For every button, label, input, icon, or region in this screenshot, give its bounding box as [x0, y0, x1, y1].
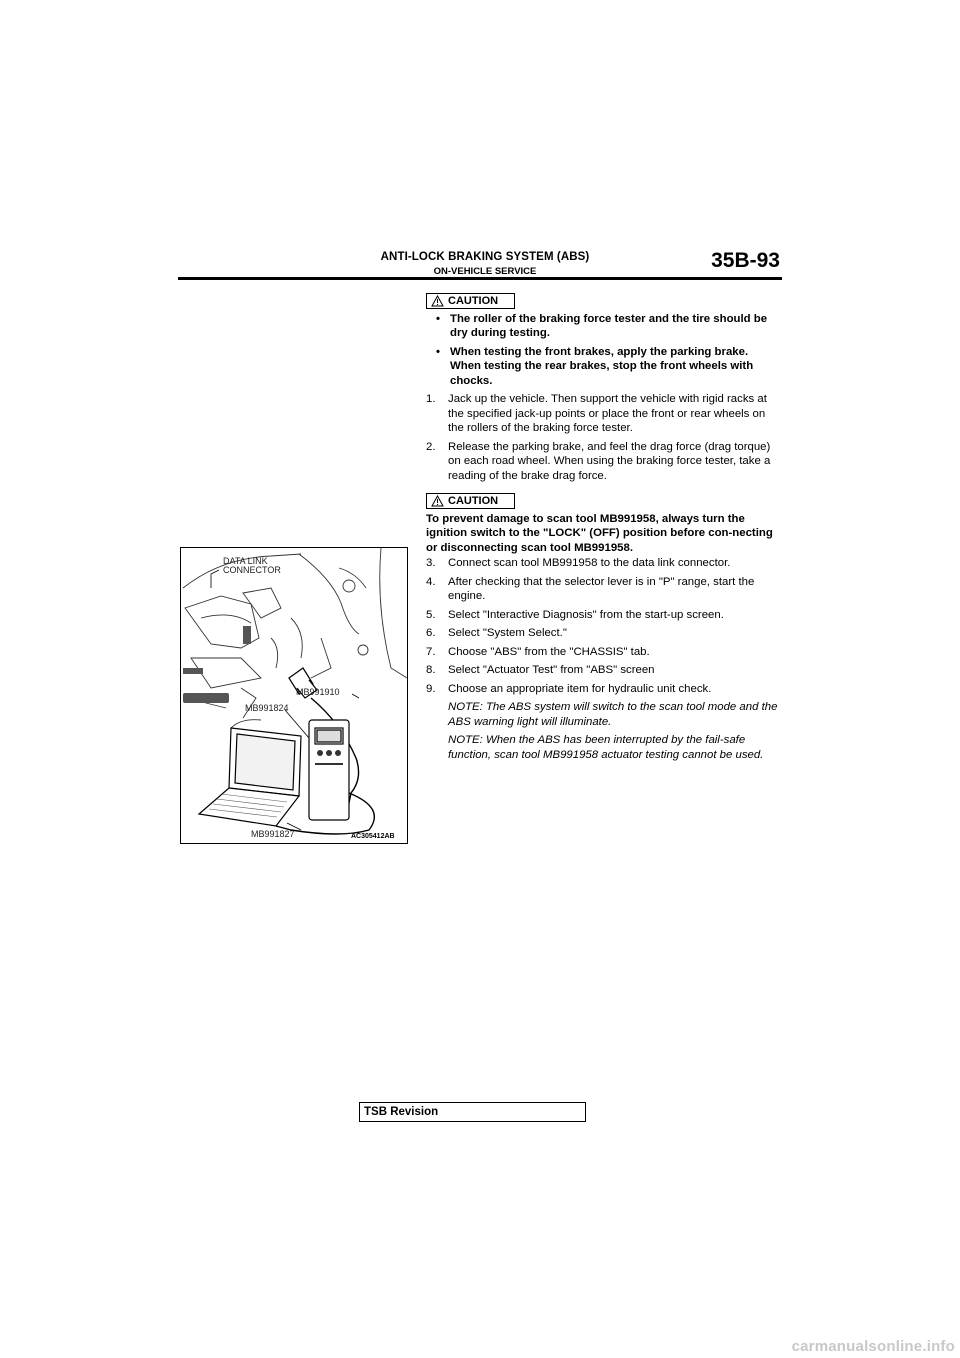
scan-tool-illustration: [181, 548, 407, 843]
label-connector: CONNECTOR: [223, 565, 281, 575]
procedure-step: 7. Choose "ABS" from the "CHASSIS" tab.: [426, 645, 650, 658]
procedure-step: 2. Release the parking brake, and feel the drag force (drag torque) on each road wheel. When using the braking force tester, take a reading of the brake drag force.: [426, 440, 771, 482]
bullet-dot-icon: •: [436, 345, 440, 358]
main-content: [426, 293, 780, 766]
procedure-step: 6. Select "System Select.": [426, 627, 567, 639]
header-divider: [178, 277, 782, 280]
figure-code: AC305412AB: [351, 833, 395, 840]
label-mb991827: MB991827: [251, 829, 295, 839]
caution-bullet: • When testing the front brakes, apply the parking brake. When testing the rear brakes, stop the front wheels with chocks.: [436, 345, 754, 387]
warning-triangle-icon: [431, 295, 444, 307]
caution-label-box: [426, 493, 515, 509]
bullet-dot-icon: •: [436, 312, 440, 325]
section-subtitle: ON-VEHICLE SERVICE: [433, 266, 537, 277]
label-mb991910: MB991910: [296, 687, 340, 697]
warning-triangle-icon: [431, 495, 444, 507]
caution-bullet: • The roller of the braking force tester and the tire should be dry during testing.: [436, 312, 768, 339]
page-number: 35B-93: [711, 249, 780, 272]
procedure-step: 4. After checking that the selector lever is in "P" range, start the engine.: [426, 575, 755, 602]
procedure-step: 5. Select "Interactive Diagnosis" from the start-up screen.: [426, 608, 724, 621]
caution-text: To prevent damage to scan tool MB991958, always turn the ignition switch to the "LOCK" (OFF) position before con-necting or disconnecting scan tool MB991958.: [426, 512, 773, 554]
caution-label: CAUTION: [448, 295, 499, 307]
tsb-revision-box: TSB Revision: [359, 1102, 586, 1122]
caution-label-box: [426, 293, 515, 309]
procedure-step: 3. Connect scan tool MB991958 to the data link connector.: [426, 557, 731, 569]
note-text: NOTE: The ABS system will switch to the scan tool mode and the ABS warning light will illuminate.: [448, 701, 778, 728]
note-text: NOTE: When the ABS has been interrupted by the fail-safe function, scan tool MB991958 actuator testing cannot be used.: [448, 734, 764, 761]
procedure-step: 1. Jack up the vehicle. Then support the vehicle with rigid racks at the specified jack-up points or place the front or rear wheels on the rollers of the braking force tester.: [426, 393, 767, 434]
label-mb991824: MB991824: [245, 703, 289, 713]
figure-scan-tool-connection: [180, 547, 408, 844]
caution-label: CAUTION: [448, 495, 499, 507]
section-title: ANTI-LOCK BRAKING SYSTEM (ABS): [380, 251, 590, 263]
label-data-link: DATA LINK: [223, 556, 268, 566]
procedure-step: 8. Select "Actuator Test" from "ABS" screen: [426, 664, 655, 676]
procedure-step: 9. Choose an appropriate item for hydraulic unit check.: [426, 682, 712, 695]
watermark: carmanualsonline.info: [791, 1338, 955, 1355]
